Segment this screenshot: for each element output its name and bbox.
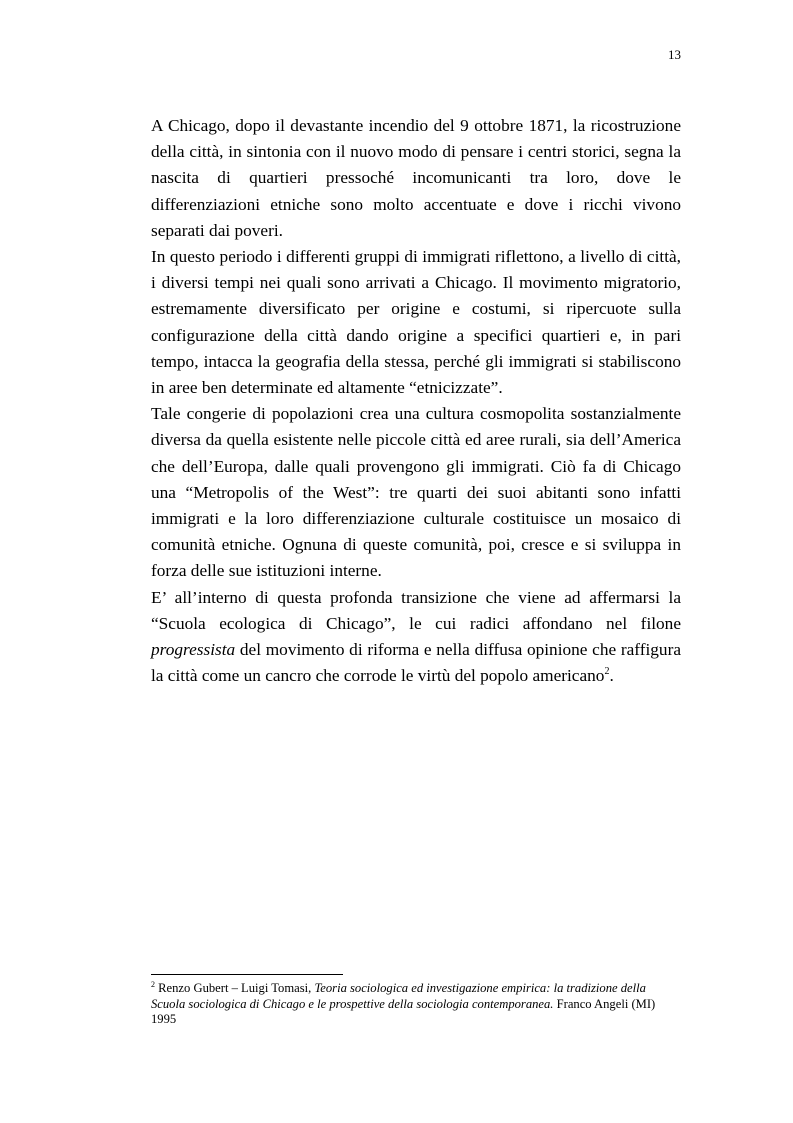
paragraph-1: A Chicago, dopo il devastante incendio del 9 ottobre 1871, la ricostruzione della città, in sintonia con il nuovo modo di pensare i centri storici, segna la nascita di quartieri pressoché incomunicanti tra loro, dove le differenziazioni etniche sono molto accentuate e dove i ricchi vivono separati dai poveri.	[151, 116, 681, 240]
paragraph-3: Tale congerie di popolazioni crea una cultura cosmopolita sostanzialmente diversa da quella esistente nelle piccole città ed aree rurali, sia dell’America che dell’Europa, dalle quali provengono gli immigrati. Ciò fa di Chicago una “Metropolis of the West”: tre quarti dei suoi abitanti sono infatti immigrati e la loro differenziazione culturale costituisce un mosaico di comunità etniche. Ognuna di queste comunità, poi, cresce e si sviluppa in forza delle sue istituzioni interne.	[151, 404, 681, 581]
footnote	[151, 981, 681, 1028]
paragraph-4-text-c: .	[609, 666, 614, 686]
footnote-publisher: Franco Angeli (MI) 1995	[151, 996, 656, 1026]
footnote-separator	[151, 974, 343, 975]
paragraph-4-text-b: del movimento di riforma e nella diffusa opinione che raffigura la città come un cancro che corrode le virtù del popolo americano	[151, 640, 681, 686]
paragraph-4-text-a: E’ all’interno di questa profonda transizione che viene ad affermarsi la “Scuola ecologica di Chicago”, le cui radici affondano nel filone	[151, 587, 681, 633]
page-number: 13	[668, 47, 681, 62]
footnote-authors: Renzo Gubert – Luigi Tomasi,	[155, 981, 315, 995]
footnote-reference: 2	[604, 666, 610, 678]
footnote-number: 2	[151, 979, 155, 989]
paragraph-2: In questo periodo i differenti gruppi di immigrati riflettono, a livello di città, i diversi tempi nei quali sono arrivati a Chicago. Il movimento migratorio, estremamente diversificato per origine e costumi, si ripercuote sulla configurazione della città dando origine a specifici quartieri e, in pari tempo, intacca la geografia della stessa, perché gli immigrati si stabiliscono in aree ben determinate ed altamente “etnicizzate”.	[151, 247, 681, 398]
main-text	[151, 113, 681, 689]
paragraph-4	[151, 585, 681, 690]
paragraph-4-italic-term: progressista	[151, 640, 236, 660]
footnote-title: Teoria sociologica ed investigazione empirica: la tradizione della Scuola sociologica di Chicago e le prospettive della sociologia contemporanea.	[151, 981, 646, 1011]
